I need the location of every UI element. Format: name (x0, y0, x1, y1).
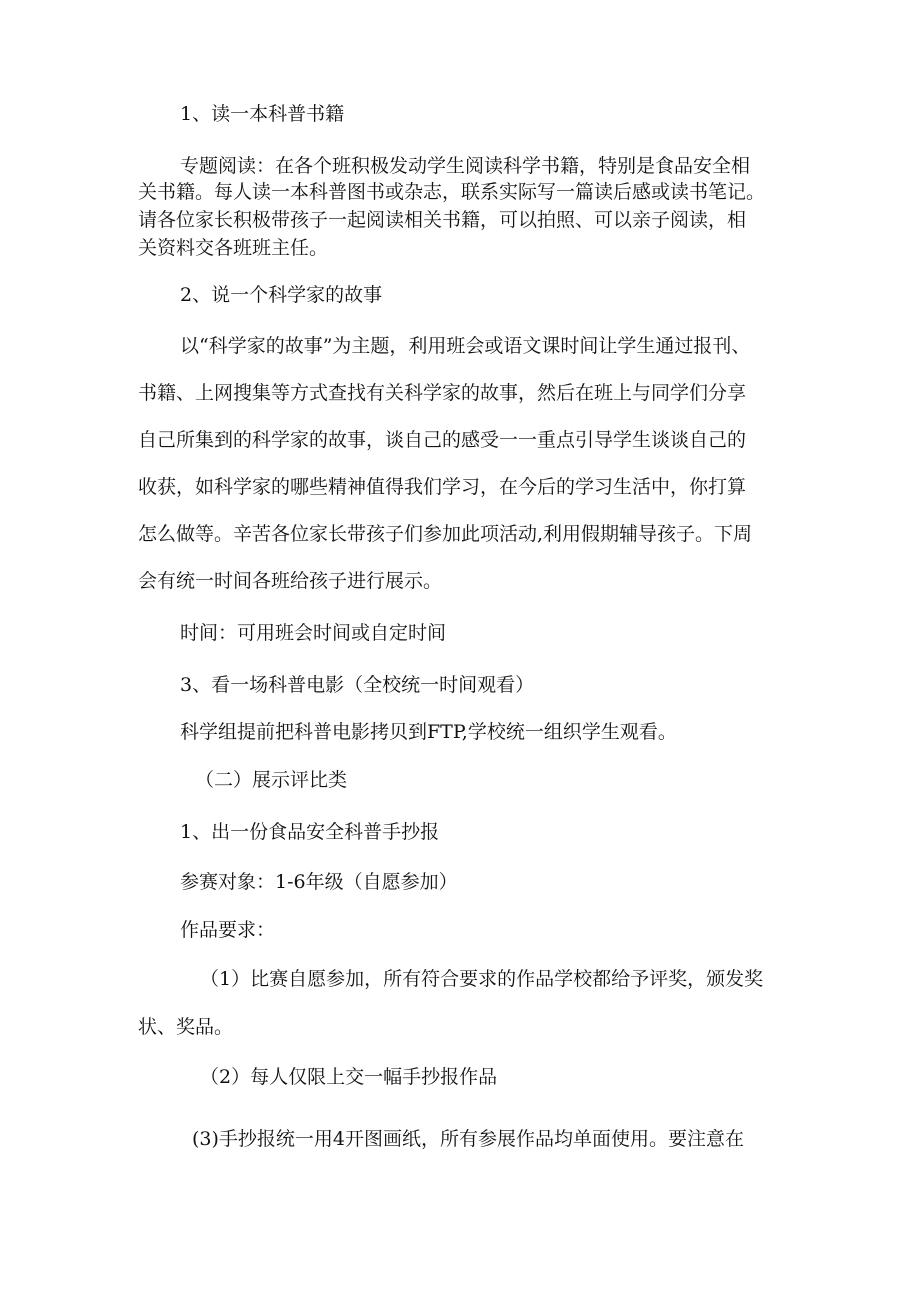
section-heading-display-competition: （二）展示评比类 (195, 769, 348, 791)
paragraph-line: 科学组提前把科普电影拷贝到FTP,学校统一组织学生观看。 (180, 721, 677, 743)
paragraph-line: 会有统一时间各班给孩子进行展示。 (138, 570, 443, 592)
heading-science-movie: 3、看一场科普电影（全校统一时间观看） (180, 674, 535, 696)
heading-read-science-book: 1、读一本科普书籍 (180, 103, 345, 125)
paragraph-line: (3)手抄报统一用4开图画纸，所有参展作品均单面使用。要注意在 (192, 1128, 745, 1150)
paragraph-line: 参赛对象：1-6年级（自愿参加） (180, 871, 458, 893)
paragraph-line: 专题阅读：在各个班积极发动学生阅读科学书籍，特别是食品安全相 (180, 155, 751, 177)
paragraph-line: 关书籍。每人读一本科普图书或杂志，联系实际写一篇读后感或读书笔记。 (138, 181, 766, 203)
heading-scientist-story: 2、说一个科学家的故事 (180, 284, 383, 306)
paragraph-line: 时间：可用班会时间或自定时间 (180, 622, 447, 644)
heading-food-safety-poster: 1、出一份食品安全科普手抄报 (180, 821, 440, 843)
paragraph-line: 请各位家长积极带孩子一起阅读相关书籍，可以拍照、可以亲子阅读，相 (138, 209, 747, 231)
paragraph-line: 关资料交各班班主任。 (138, 237, 329, 259)
paragraph-line: 自己所集到的科学家的故事，谈自己的感受一一重点引导学生谈谈自己的 (138, 429, 747, 451)
paragraph-line: 作品要求： (180, 919, 276, 941)
paragraph-line: 状、奖品。 (138, 1016, 234, 1038)
paragraph-line: 收获，如科学家的哪些精神值得我们学习，在今后的学习生活中，你打算 (138, 476, 747, 498)
paragraph-line: （2）每人仅限上交一幅手抄报作品 (200, 1066, 498, 1088)
paragraph-line: 书籍、上网搜集等方式查找有关科学家的故事，然后在班上与同学们分享 (138, 382, 747, 404)
paragraph-line: 怎么做等。辛苦各位家长带孩子们参加此项活动,利用假期辅导孩子。下周 (138, 523, 753, 545)
paragraph-line: （1）比赛自愿参加，所有符合要求的作品学校都给予评奖，颁发奖 (200, 968, 764, 990)
paragraph-line: 以“科学家的故事”为主题，利用班会或语文课时间让学生通过报刊、 (180, 335, 751, 357)
